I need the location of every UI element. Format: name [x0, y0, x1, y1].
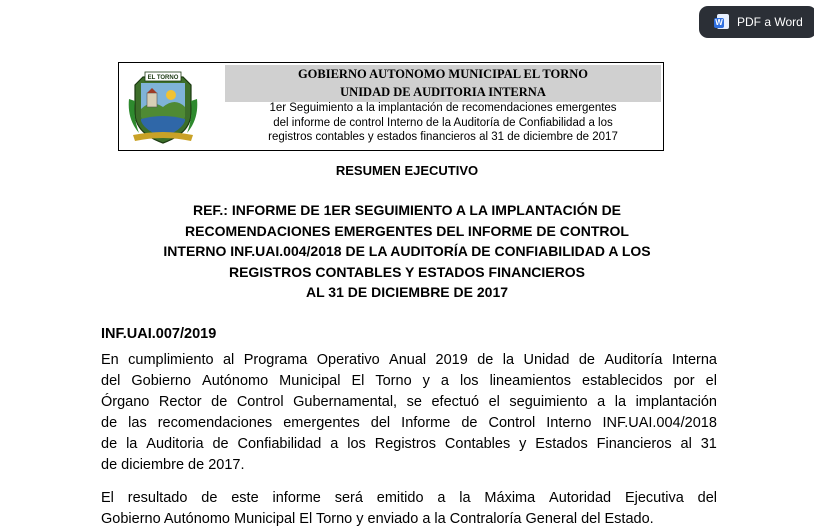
word: Unidad: [523, 352, 570, 368]
reference-line: AL 31 DE DICIEMBRE DE 2017: [305, 284, 509, 300]
word: será: [334, 490, 363, 506]
header-unit: UNIDAD DE AUDITORIA INTERNA: [340, 85, 546, 99]
word: Torno: [375, 373, 412, 389]
word: los: [347, 436, 366, 452]
word: Contables: [444, 436, 511, 452]
word: de: [201, 490, 218, 506]
paragraph-line: [101, 434, 717, 455]
word: por: [673, 373, 695, 389]
word: Autónomo: [202, 373, 269, 389]
word: de: [211, 394, 228, 410]
word: a: [330, 436, 339, 452]
header-sub-line: registros contables y estados financieros al 31 de diciembre de 2017: [268, 131, 618, 143]
word: Auditoria: [146, 436, 204, 452]
word: 31: [700, 436, 717, 452]
word: En: [101, 352, 119, 368]
word: recomendaciones: [157, 415, 273, 431]
paragraph-line: [101, 413, 717, 434]
paragraph-1: [101, 350, 717, 476]
word: Auditoría: [604, 352, 663, 368]
word: Interno: [546, 415, 592, 431]
header-text: [225, 65, 661, 145]
word: la: [126, 436, 138, 452]
word: al: [222, 352, 235, 368]
word: 2019: [435, 352, 468, 368]
word: Control: [488, 415, 536, 431]
word: de: [101, 415, 118, 431]
word: resultado: [127, 490, 188, 506]
word: Rector: [158, 394, 202, 410]
word: los: [460, 373, 479, 389]
reference-line: INTERNO INF.UAI.004/2018 DE LA AUDITORÍA DE CONFIABILIDAD A LOS: [163, 243, 651, 259]
word: seguimiento: [509, 394, 588, 410]
paragraph-line: [101, 392, 717, 413]
word: del: [370, 415, 391, 431]
word: Interna: [671, 352, 717, 368]
word: informe: [272, 490, 321, 506]
logo-text: EL TORNO: [147, 75, 179, 81]
word: Ejecutiva: [624, 490, 684, 506]
word: Confiabilidad: [237, 436, 322, 452]
word: las: [128, 415, 147, 431]
word: Municipal: [279, 373, 341, 389]
word: de: [212, 436, 229, 452]
word: Estados: [535, 436, 588, 452]
header-sub-line: 1er Seguimiento a la implantación de recomendaciones emergentes: [269, 102, 617, 114]
word: Control: [236, 394, 284, 410]
reference-line: REGISTROS CONTABLES Y ESTADOS FINANCIEROS: [228, 263, 585, 280]
reference-block: [120, 200, 694, 303]
word: Financieros: [596, 436, 672, 452]
header-sub-line: del informe de control Interno de la Auditoría de Confiabilidad a los: [273, 116, 613, 129]
word: Máxima: [484, 490, 536, 506]
word: el: [488, 394, 500, 410]
pdf-to-word-label: PDF a Word: [737, 15, 803, 29]
word: de: [101, 436, 118, 452]
word: a: [440, 373, 449, 389]
word: del: [101, 373, 121, 389]
word: la: [614, 394, 627, 410]
report-code: INF.UAI.007/2019: [101, 326, 217, 342]
word: efectuó: [431, 394, 480, 410]
word: Programa: [243, 352, 308, 368]
word: de: [578, 352, 595, 368]
word: de: [461, 415, 478, 431]
word: Registros: [374, 436, 436, 452]
word: Informe: [401, 415, 451, 431]
word: Gobierno: [131, 373, 192, 389]
word: emergentes: [283, 415, 360, 431]
reference-line: RECOMENDACIONES EMERGENTES DEL INFORME DE CONTROL: [185, 222, 629, 239]
word: este: [231, 490, 259, 506]
word: a: [437, 490, 446, 506]
pdf-to-word-button[interactable]: [699, 6, 814, 38]
word: Autoridad: [549, 490, 612, 506]
word: la: [459, 490, 471, 506]
executive-summary-title: RESUMEN EJECUTIVO: [335, 163, 479, 178]
word: de: [477, 352, 494, 368]
municipal-logo: [125, 69, 201, 145]
word: El: [351, 373, 365, 389]
word: establecidos: [582, 373, 663, 389]
paragraph-line: [101, 488, 717, 509]
word: Operativo: [316, 352, 380, 368]
word: INF.UAI.004/2018: [602, 415, 717, 431]
word: se: [406, 394, 422, 410]
word: y: [519, 436, 527, 452]
paragraph-line: [101, 371, 717, 392]
word: el: [705, 373, 717, 389]
paragraph-line: de diciembre de 2017.: [101, 457, 245, 473]
paragraph-line: [101, 350, 717, 371]
paragraph-2: [101, 488, 717, 530]
word: Anual: [389, 352, 427, 368]
word: Órgano: [101, 394, 150, 410]
word: la: [502, 352, 515, 368]
word: implantación: [635, 394, 717, 410]
word: cumplimiento: [128, 352, 214, 368]
word: emitido: [376, 490, 424, 506]
word: El: [101, 490, 114, 506]
word: Gubernamental,: [293, 394, 398, 410]
paragraph-line: Gobierno Autónomo Municipal El Torno y enviado a la Contraloría General del Estado.: [101, 511, 654, 527]
header-org: GOBIERNO AUTONOMO MUNICIPAL EL TORNO: [297, 67, 589, 81]
word: a: [597, 394, 606, 410]
reference-line: REF.: INFORME DE 1ER SEGUIMIENTO A LA IMPLANTACIÓN DE: [192, 202, 622, 218]
word-icon: W: [714, 14, 730, 30]
word: al: [680, 436, 692, 452]
word: y: [422, 373, 430, 389]
word: del: [697, 490, 717, 506]
document-header: [118, 62, 664, 151]
word: lineamientos: [489, 373, 571, 389]
